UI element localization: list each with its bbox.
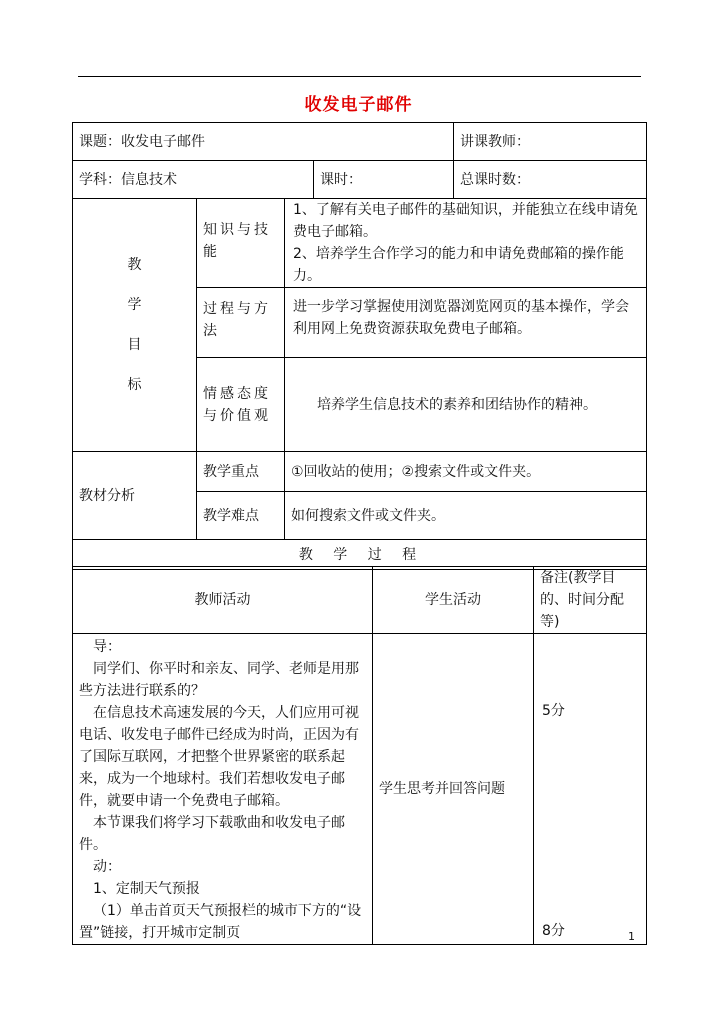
- objective-line: 1、了解有关电子邮件的基础知识，并能独立在线申请免费电子邮箱。: [293, 202, 638, 240]
- objective-text-attitude: 培养学生信息技术的素养和团结协作的精神。: [285, 358, 647, 452]
- key-point-label: 教学重点: [197, 452, 285, 492]
- objective-label-attitude: 情感态度与价值观: [197, 358, 285, 452]
- objective-text-process: 进一步学习掌握使用浏览器浏览网页的基本操作，学会利用网上免费资源获取免费电子邮箱。: [285, 288, 647, 358]
- difficulty-value: 如何搜索文件或文件夹。: [285, 492, 647, 540]
- teacher-line: 动：: [93, 859, 121, 875]
- topic-cell: 课题：收发电子邮件: [73, 123, 454, 161]
- subject-cell: 学科：信息技术: [73, 161, 314, 199]
- objective-label-process: 过程与方法: [197, 288, 285, 358]
- period-cell: 课时：: [314, 161, 454, 199]
- objective-line: 2、培养学生合作学习的能力和申请免费邮箱的操作能力。: [293, 246, 624, 284]
- total-periods-cell: 总课时数：: [454, 161, 647, 199]
- teacher-line: 同学们、你平时和亲友、同学、老师是用那些方法进行联系的？: [79, 661, 359, 699]
- teacher-cell: 讲课教师：: [454, 123, 647, 161]
- process-heading: 教 学 过 程: [73, 540, 647, 570]
- page-number: 1: [628, 930, 635, 943]
- objectives-char: 标: [127, 377, 142, 393]
- lesson-plan-table: [72, 122, 647, 570]
- process-table: [72, 566, 647, 945]
- key-point-value: ①回收站的使用；②搜索文件或文件夹。: [285, 452, 647, 492]
- teacher-line: （1）单击首页天气预报栏的城市下方的“设置”链接，打开城市定制页: [79, 903, 362, 941]
- note-time: 5分: [542, 703, 565, 719]
- note-header: 备注(教学目的、时间分配等): [534, 567, 647, 634]
- objective-text-knowledge: [285, 199, 647, 288]
- objective-label-knowledge: 知识与技能: [197, 199, 285, 288]
- objectives-char: 目: [127, 337, 142, 353]
- teacher-activity-header: 教师活动: [73, 567, 373, 634]
- header-rule: [78, 76, 641, 77]
- note-cell: [534, 634, 647, 945]
- document-title: 收发电子邮件: [304, 95, 413, 115]
- teacher-line: 导：: [93, 639, 121, 655]
- student-activity-header: 学生活动: [373, 567, 534, 634]
- objectives-label: [73, 199, 197, 452]
- difficulty-label: 教学难点: [197, 492, 285, 540]
- note-time: 8分: [542, 923, 565, 939]
- teacher-line: 在信息技术高速发展的今天，人们应用可视电话、收发电子邮件已经成为时尚，正因为有了国际互联网，才把整个世界紧密的联系起来，成为一个地球村。我们若想收发电子邮件，就要申请一个免费电子邮箱。: [79, 705, 359, 809]
- teacher-line: 1、定制天气预报: [93, 881, 200, 897]
- teacher-activity-cell: [73, 634, 373, 945]
- student-activity-cell: 学生思考并回答问题: [373, 634, 534, 945]
- objectives-char: 学: [127, 297, 142, 313]
- teacher-line: 本节课我们将学习下载歌曲和收发电子邮件。: [79, 815, 345, 853]
- objectives-char: 教: [127, 257, 142, 273]
- analysis-label: 教材分析: [73, 452, 197, 540]
